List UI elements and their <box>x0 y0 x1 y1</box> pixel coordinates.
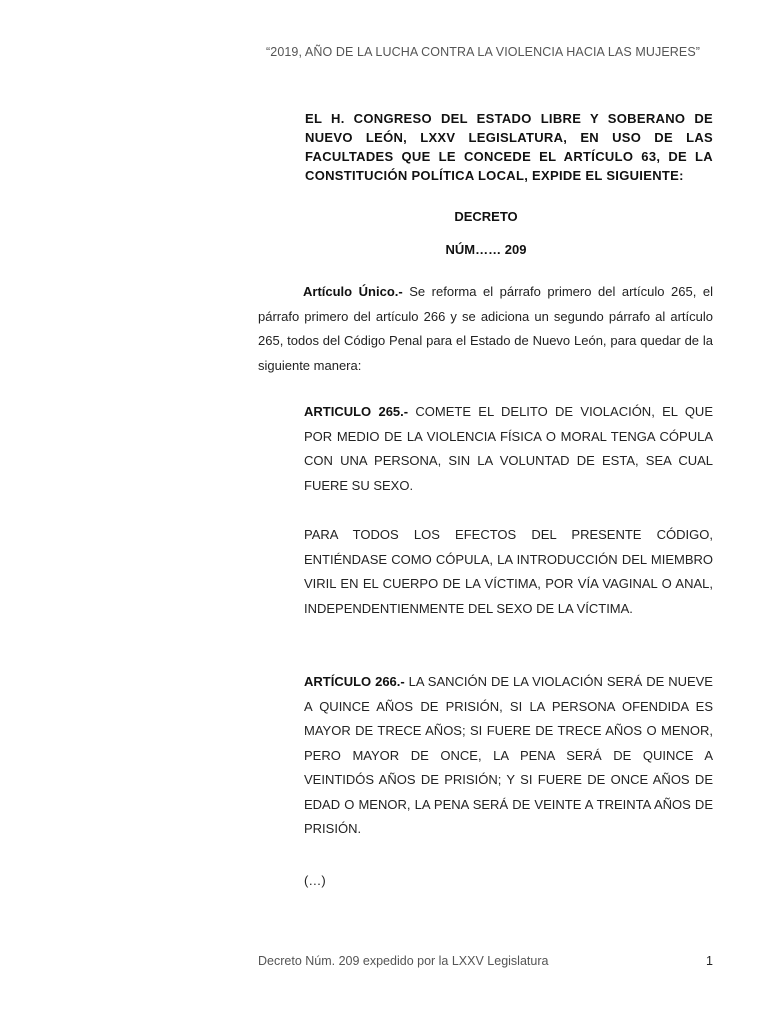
preamble: EL H. CONGRESO DEL ESTADO LIBRE Y SOBERANO DE NUEVO LEÓN, LXXV LEGISLATURA, EN USO DE LAS FACULTADES QUE LE CONCEDE EL ARTÍCULO 63, DE LA CONSTITUCIÓN POLÍTICA LOCAL, EXPIDE EL SIGUIENTE: <box>305 111 713 183</box>
footer-text: Decreto Núm. 209 expedido por la LXXV Legislatura <box>258 954 549 968</box>
article-unico-label: Artículo Único.- <box>303 284 403 299</box>
article-265-paragraph-2: PARA TODOS LOS EFECTOS DEL PRESENTE CÓDIGO, ENTIÉNDASE COMO CÓPULA, LA INTRODUCCIÓN DEL MIEMBRO VIRIL EN EL CUERPO DE LA VÍCTIMA, POR VÍA VAGINAL O ANAL, INDEPENDENTIENMENTE DEL SEXO DE LA VÍCTIMA. <box>304 527 713 616</box>
page-number: 1 <box>706 954 713 968</box>
article-265-label: ARTICULO 265.- <box>304 404 409 419</box>
decree-number: NÚM…… 209 <box>445 242 527 257</box>
article-266 <box>304 670 713 842</box>
article-unico <box>258 280 713 378</box>
article-266-text: LA SANCIÓN DE LA VIOLACIÓN SERÁ DE NUEVE A QUINCE AÑOS DE PRISIÓN, SI LA PERSONA OFENDIDA ES MAYOR DE TRECE AÑOS; SI FUERE DE TRECE AÑOS O MENOR, PERO MAYOR DE ONCE, LA PENA SERÁ DE QUINCE A VEINTIDÓS AÑOS DE PRISIÓN; Y SI FUERE DE ONCE AÑOS DE EDAD O MENOR, LA PENA SERÁ DE VEINTE A TREINTA AÑOS DE PRISIÓN. <box>304 674 713 836</box>
ellipsis: (…) <box>304 873 326 888</box>
decree-title: DECRETO <box>454 209 518 224</box>
article-266-label: ARTÍCULO 266.- <box>304 674 405 689</box>
header-motto: “2019, AÑO DE LA LUCHA CONTRA LA VIOLENCIA HACIA LAS MUJERES” <box>266 45 701 59</box>
article-unico-text: Se reforma el párrafo primero del artículo 265, el párrafo primero del artículo 266 y se adiciona un segundo párrafo al artículo 265, todos del Código Penal para el Estado de Nuevo León, para quedar de la siguiente manera: <box>258 284 713 373</box>
article-265-text: COMETE EL DELITO DE VIOLACIÓN, EL QUE POR MEDIO DE LA VIOLENCIA FÍSICA O MORAL TENGA CÓPULA CON UNA PERSONA, SIN LA VOLUNTAD DE ESTA, SEA CUAL FUERE SU SEXO. <box>304 404 713 493</box>
article-265 <box>304 400 713 498</box>
